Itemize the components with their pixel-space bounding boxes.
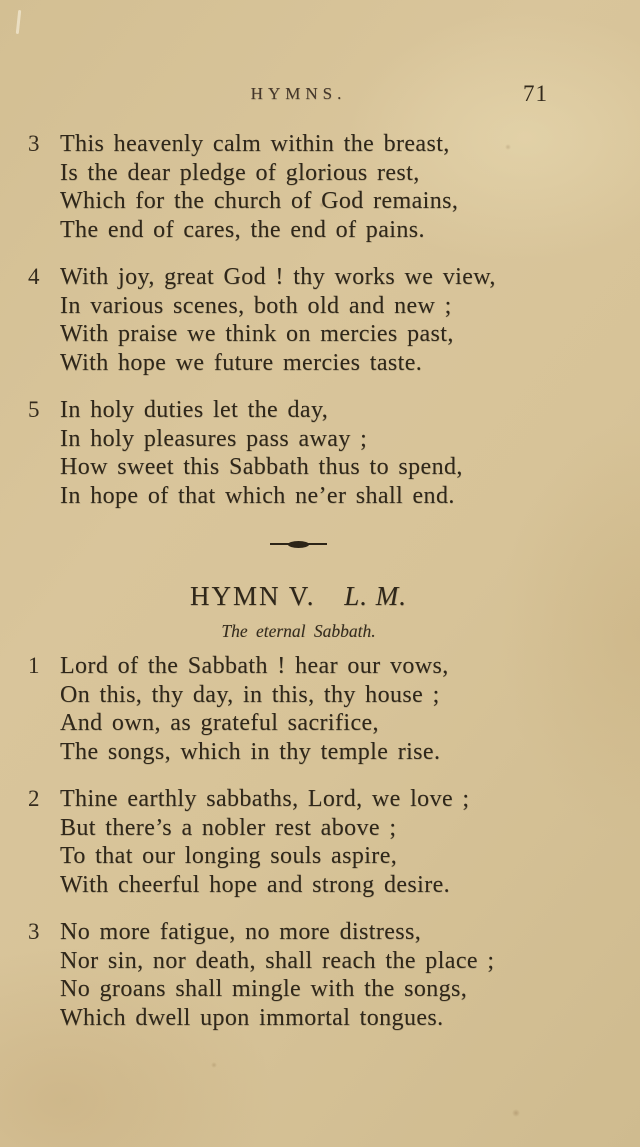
verse-line: But there’s a nobler rest above ; (60, 814, 397, 841)
page-number: 71 (523, 81, 548, 106)
hymn-heading (27, 580, 570, 612)
verse-line: No more fatigue, no more distress, (60, 919, 422, 945)
verse-line: With hope we future mercies taste. (60, 349, 423, 376)
hymn-meter: L. M. (344, 581, 408, 611)
verse-line: The songs, which in thy temple rise. (60, 738, 441, 765)
verse-line: In various scenes, both old and new ; (60, 292, 452, 319)
verse-line: Nor sin, nor death, shall reach the place ; (60, 947, 495, 974)
stanza-number: 2 (28, 786, 40, 811)
verse-line: How sweet this Sabbath thus to spend, (60, 454, 463, 480)
verse-line: With praise we think on mercies past, (60, 321, 454, 347)
stanza-number: 5 (28, 397, 40, 422)
hymn5 (27, 580, 570, 1032)
verse-line: With cheerful hope and strong desire. (60, 871, 451, 898)
verse-line: To that our longing souls aspire, (60, 843, 398, 869)
stanza (27, 652, 570, 766)
verse-line: Is the dear pledge of glorious rest, (60, 159, 420, 186)
stanza (27, 130, 570, 244)
verse-line: In holy duties let the day, (60, 397, 329, 423)
verse-line: The end of cares, the end of pains. (60, 216, 425, 243)
verse-line: Lord of the Sabbath ! hear our vows, (60, 653, 449, 679)
running-header (27, 81, 570, 106)
section-divider-ornament (27, 540, 570, 548)
verse-line: Thine earthly sabbaths, Lord, we love ; (60, 786, 470, 812)
verse-line: Which for the church of God remains, (60, 188, 459, 214)
stanza (27, 918, 570, 1032)
stanza-number: 3 (28, 919, 40, 944)
stanza-number: 4 (28, 264, 40, 289)
stanza (27, 785, 570, 899)
hymn-title: HYMN V. (189, 581, 316, 611)
divider-lens (288, 541, 309, 548)
stanza (27, 396, 570, 510)
verse-line: Which dwell upon immortal tongues. (60, 1004, 444, 1031)
verse-line: This heavenly calm within the breast, (60, 131, 450, 157)
hymn4-continued (27, 130, 570, 510)
stanza (27, 263, 570, 377)
verse-line: And own, as grateful sacrifice, (60, 710, 379, 736)
stanza-number: 1 (28, 653, 40, 678)
running-title: HYMNS. (250, 84, 347, 103)
divider-rule-left (270, 543, 289, 545)
verse-line: On this, thy day, in this, thy house ; (60, 681, 440, 708)
paper-scratch (16, 10, 21, 34)
verse-line: In hope of that which ne’er shall end. (60, 482, 455, 509)
stanza-number: 3 (28, 131, 40, 156)
divider-rule-right (308, 543, 327, 545)
verse-line: With joy, great God ! thy works we view, (60, 264, 496, 290)
verse-line: In holy pleasures pass away ; (60, 425, 368, 452)
hymn-subtitle: The eternal Sabbath. (221, 621, 376, 641)
verse-line: No groans shall mingle with the songs, (60, 976, 468, 1002)
